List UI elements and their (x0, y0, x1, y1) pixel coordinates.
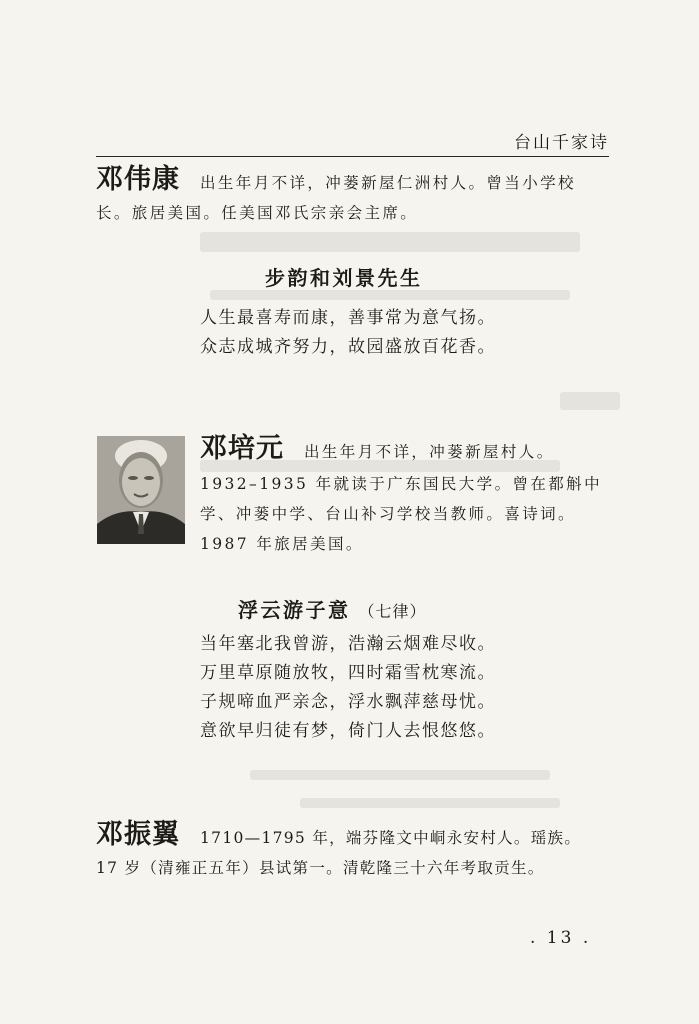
entry-deng-weikang (96, 165, 609, 228)
bio-text: 出生年月不详，冲蒌新屋村人。 (304, 443, 555, 461)
poem-line: 子规啼血严亲念，浮水飘萍慈母忧。 (200, 692, 496, 712)
bio-line (200, 432, 609, 469)
poem-title-text: 步韵和刘景先生 (265, 266, 423, 290)
poem-title-text: 浮云游子意 (238, 598, 351, 622)
bio-text: 1710—1795 年，端芬隆文中峒永安村人。瑶族。 (200, 829, 582, 847)
poem-line: 万里草原随放牧，四时霜雪枕寒流。 (200, 663, 496, 683)
running-header (96, 128, 609, 157)
page-number: . 13 . (530, 928, 592, 948)
poem-line: 众志成城齐努力，故园盛放百花香。 (200, 337, 496, 357)
entry-name: 邓振翼 (96, 819, 180, 850)
entry-deng-zhenyi (96, 820, 609, 883)
poem-line: 意欲早归徒有梦，倚门人去恨悠悠。 (200, 721, 496, 741)
entry-name: 邓培元 (200, 433, 284, 464)
portrait-photo (97, 436, 185, 544)
portrait-illustration (97, 436, 185, 544)
bio-line (96, 820, 609, 853)
entry-name: 邓伟康 (96, 164, 180, 195)
poem-line: 人生最喜寿而康，善事常为意气扬。 (200, 308, 496, 328)
entry-deng-peiyuan (200, 432, 609, 559)
bio-line: 1932–1935 年就读于广东国民大学。曾在都斛中 (200, 475, 602, 493)
bio-line: 17 岁（清雍正五年）县试第一。清乾隆三十六年考取贡生。 (96, 859, 545, 877)
bio-line: 长。旅居美国。任美国邓氏宗亲会主席。 (96, 204, 419, 222)
poem-body (200, 304, 496, 362)
poem-line: 当年塞北我曾游，浩瀚云烟难尽收。 (200, 634, 496, 654)
bio-line (96, 165, 609, 198)
poem-subtitle: （七律） (358, 602, 427, 621)
bio-text: 出生年月不详，冲蒌新屋仁洲村人。曾当小学校 (200, 174, 576, 192)
poem-title (238, 594, 427, 623)
poem-body (200, 630, 496, 746)
poem-title (265, 262, 423, 291)
bio-line: 学、冲蒌中学、台山补习学校当教师。喜诗词。 (200, 505, 576, 523)
bio-line: 1987 年旅居美国。 (200, 535, 364, 553)
running-header-title: 台山千家诗 (514, 133, 609, 153)
